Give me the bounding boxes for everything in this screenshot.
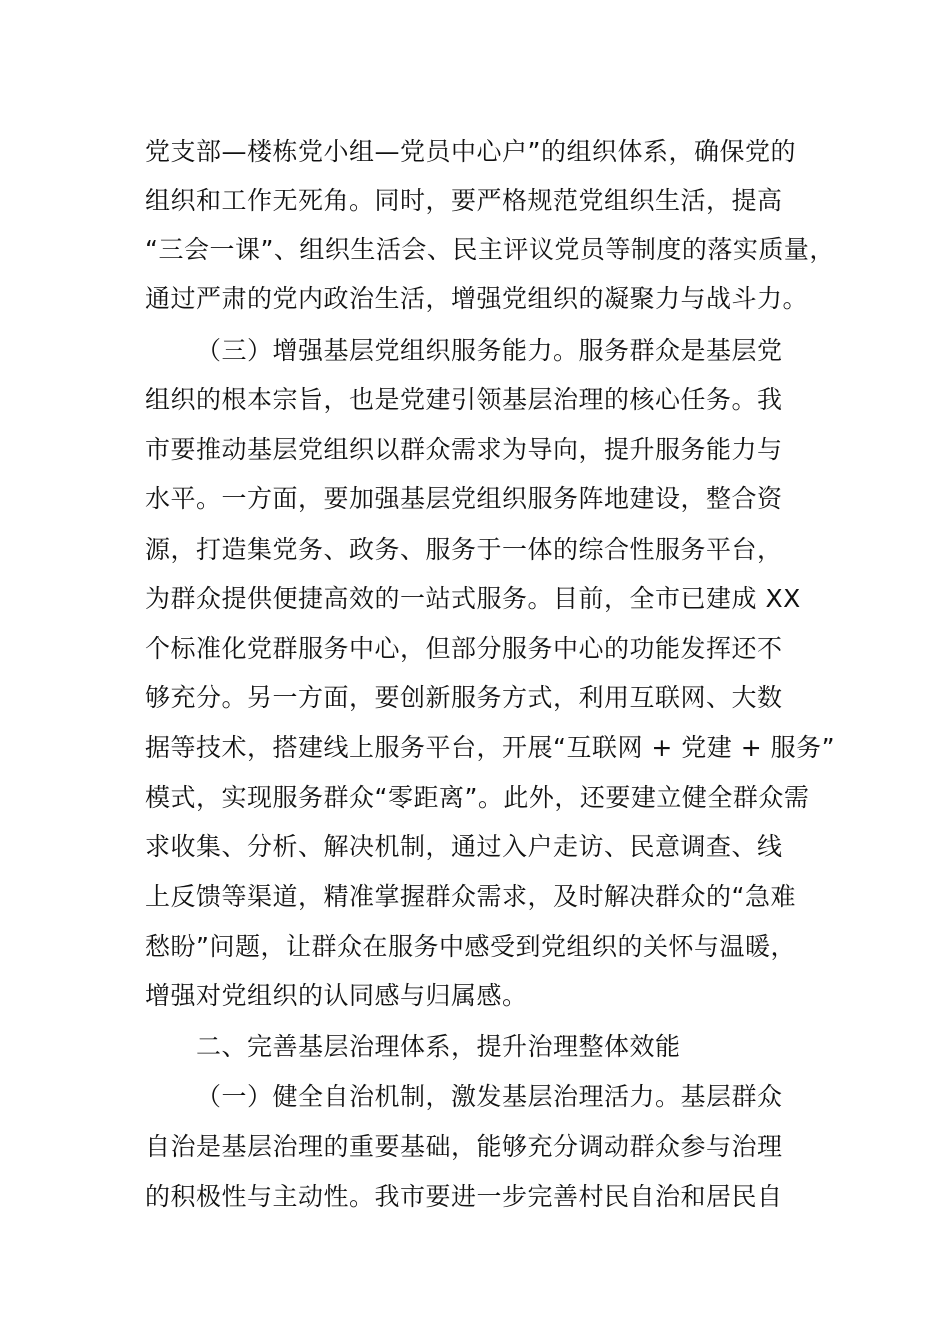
text-line: 自治是基层治理的重要基础，能够充分调动群众参与治理 [145, 1132, 783, 1161]
text-line: 求收集、分析、解决机制，通过入户走访、民意调查、线 [145, 832, 783, 861]
text-line: 组织和工作无死角。同时，要严格规范党组织生活，提高 [145, 186, 783, 215]
text-line: 据等技术，搭建线上服务平台，开展“互联网 + 党建 + 服务” [145, 733, 836, 762]
section-heading-paragraph: （三）增强基层党组织服务能力。服务群众是基层党 [196, 336, 783, 365]
chapter-heading: 二、完善基层治理体系，提升治理整体效能 [196, 1032, 681, 1061]
text-line: 水平。一方面，要加强基层党组织服务阵地建设，整合资 [145, 484, 783, 513]
text-line: 为群众提供便捷高效的一站式服务。目前，全市已建成 XX [145, 584, 801, 613]
text-line: 增强对党组织的认同感与归属感。 [145, 981, 528, 1010]
text-line: 的积极性与主动性。我市要进一步完善村民自治和居民自 [145, 1182, 783, 1211]
text-line: 组织的根本宗旨，也是党建引领基层治理的核心任务。我 [145, 385, 783, 414]
text-line: 源，打造集党务、政务、服务于一体的综合性服务平台， [145, 535, 783, 564]
text-line: 党支部—楼栋党小组—党员中心户”的组织体系，确保党的 [145, 137, 796, 166]
text-line: 上反馈等渠道，精准掌握群众需求，及时解决群众的“急难 [145, 882, 796, 911]
text-line: 市要推动基层党组织以群众需求为导向，提升服务能力与 [145, 435, 783, 464]
text-line: 愁盼”问题，让群众在服务中感受到党组织的关怀与温暖， [145, 932, 796, 961]
text-line: 模式，实现服务群众“零距离”。此外，还要建立健全群众需 [145, 783, 810, 812]
text-line: 够充分。另一方面，要创新服务方式，利用互联网、大数 [145, 683, 783, 712]
text-line: “三会一课”、组织生活会、民主评议党员等制度的落实质量， [145, 235, 835, 264]
section-heading-paragraph: （一）健全自治机制，激发基层治理活力。基层群众 [196, 1082, 783, 1111]
text-line: 通过严肃的党内政治生活，增强党组织的凝聚力与战斗力。 [145, 284, 809, 313]
text-line: 个标准化党群服务中心，但部分服务中心的功能发挥还不 [145, 634, 783, 663]
